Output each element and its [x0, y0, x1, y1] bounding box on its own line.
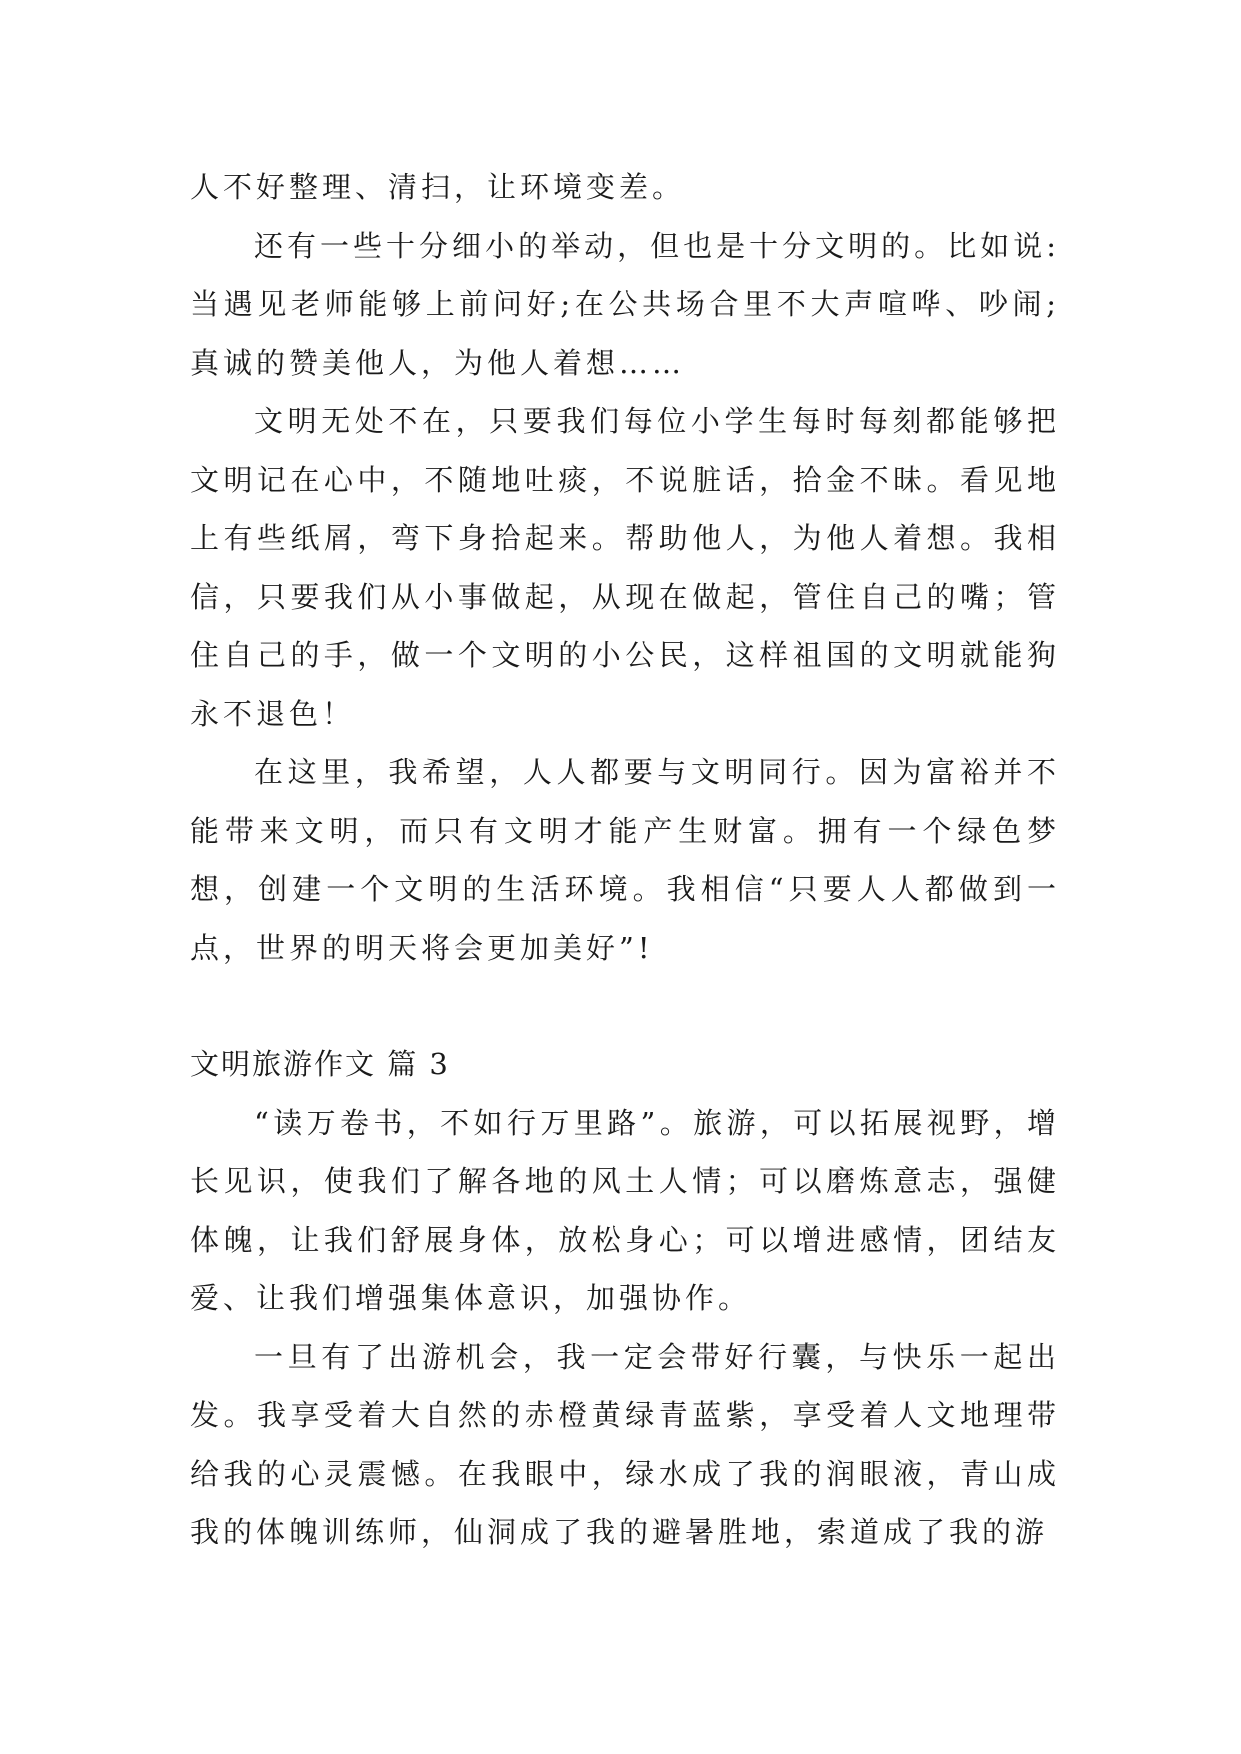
section-heading: 文明旅游作文 篇 3	[190, 1047, 450, 1081]
paragraph-continuation: 人不好整理、清扫，让环境变差。	[190, 170, 686, 204]
paragraph: 一旦有了出游机会，我一定会带好行囊，与快乐一起出发。我享受着大自然的赤橙黄绿青蓝紫，享受着人文地理带给我的心灵震憾。在我眼中，绿水成了我的润眼液，青山成我的体魄训练师，仙洞成了我的避暑胜地，索道成了我的游	[190, 1339, 1060, 1549]
paragraph: 文明无处不在，只要我们每位小学生每时每刻都能够把文明记在心中，不随地吐痰，不说脏话，拾金不昧。看见地上有些纸屑，弯下身拾起来。帮助他人，为他人着想。我相信，只要我们从小事做起，从现在做起，管住自己的嘴；管住自己的手，做一个文明的小公民，这样祖国的文明就能狗永不退色！	[190, 404, 1060, 731]
paragraph: “读万卷书，不如行万里路”。旅游，可以拓展视野，增长见识，使我们了解各地的风土人情；可以磨炼意志，强健体魄，让我们舒展身体，放松身心；可以增进感情，团结友爱、让我们增强集体意识，加强协作。	[190, 1105, 1060, 1315]
paragraph: 在这里，我希望，人人都要与文明同行。因为富裕并不能带来文明，而只有文明才能产生财富。拥有一个绿色梦想，创建一个文明的生活环境。我相信“只要人人都做到一点，世界的明天将会更加美好”!	[190, 755, 1060, 965]
paragraph: 还有一些十分细小的举动，但也是十分文明的。比如说:当遇见老师能够上前问好;在公共场合里不大声喧哗、吵闹;真诚的赞美他人，为他人着想……	[190, 228, 1060, 380]
document-body	[190, 158, 1060, 1562]
